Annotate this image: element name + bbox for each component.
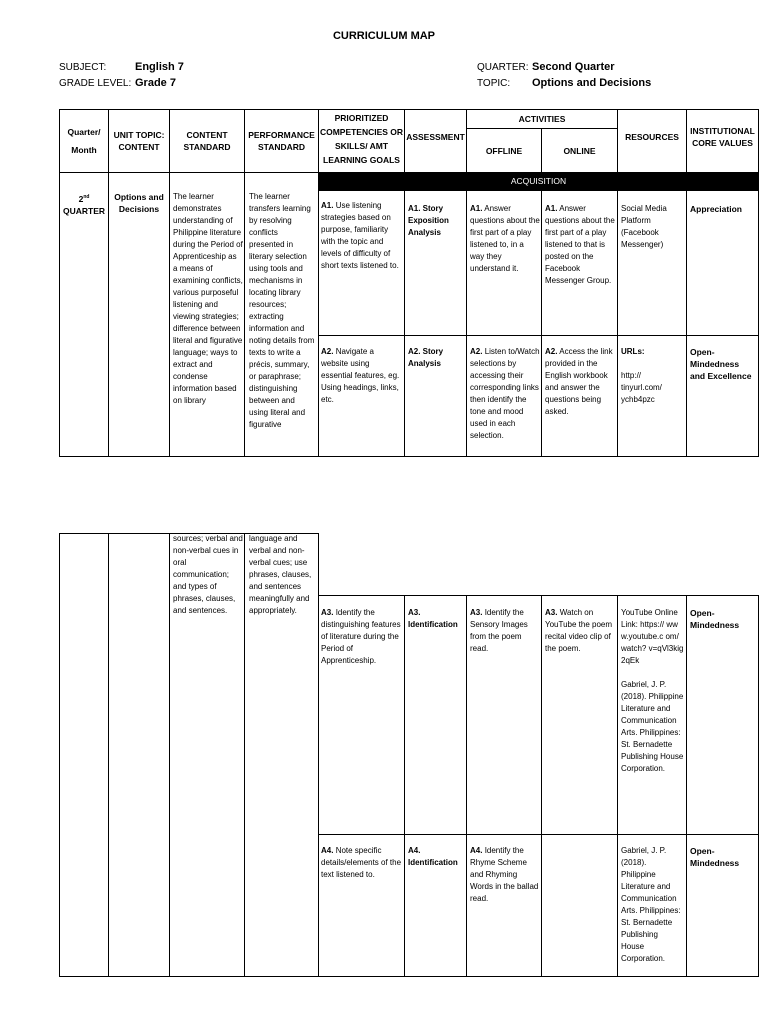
core-values-a2: Open-Mindedness and Excellence [690, 347, 752, 381]
header-unit-topic: UNIT TOPIC: CONTENT [113, 130, 165, 152]
assessment-a3: A3. Identification [408, 608, 458, 629]
core-values-a1: Appreciation [690, 204, 742, 214]
quarter-ordinal: nd [83, 194, 90, 200]
offline-a4: A4. Identify the Rhyme Scheme and Rhyming Words in the ballad read. [470, 846, 539, 903]
performance-standard-text-2: language and verbal and non-verbal cues; use phrases, clauses, and sentences meaningfully and appropriately. [249, 534, 312, 615]
resources-a3: YouTube Online Link: https:// www.youtube.c om/watch? v=qVl3kig2qEk Gabriel, J. P. (2018). Philippine Literature and Communication Arts. Philippines: St. Bernadette Publishing House Corporation. [621, 608, 684, 773]
grade-label: GRADE LEVEL: [59, 78, 132, 89]
quarter-label: QUARTER: [477, 62, 529, 73]
header-offline: OFFLINE [485, 145, 523, 156]
header-assessment: ASSESSMENT [406, 132, 465, 142]
assessment-a1: A1. Story Exposition Analysis [408, 204, 449, 237]
resources-a4: Gabriel, J. P. (2018). Philippine Literature and Communication Arts. Philippines: St. Bernadette Publishing House Corporation. [621, 846, 681, 963]
unit-topic-cell: Options and Decisions [114, 192, 164, 214]
offline-a3: A3. Identify the Sensory Images from the poem read. [470, 608, 528, 653]
assessment-a2: A2. Story Analysis [408, 347, 444, 368]
header-performance-standard: PERFORMANCE STANDARD [248, 130, 315, 152]
header-online: ONLINE [563, 145, 596, 156]
offline-a2: A2. Listen to/Watch selections by accessing their corresponding links then identify the tone and mood used in each selection. [470, 347, 540, 440]
core-values-a3: Open-Mindedness [690, 608, 740, 630]
header-activities: ACTIVITIES [518, 114, 566, 124]
header-competencies: PRIORITIZED COMPETENCIES OR SKILLS/ AMT LEARNING GOALS [319, 113, 404, 165]
online-a2: A2. Access the link provided in the English workbook and answer the questions being asked. [545, 347, 613, 416]
header-core-values: INSTITUTIONAL CORE VALUES [690, 126, 755, 148]
quarter-value: Second Quarter [532, 61, 615, 73]
competency-a2: A2. Navigate a website using essential features, eg. Using headings, links, etc. [321, 347, 400, 404]
competency-a3: A3. Identify the distinguishing features of literature during the Period of Apprenticeship. [321, 608, 401, 665]
online-a3: A3. Watch on YouTube the poem recital video clip of the poem. [545, 608, 613, 653]
resources-a1: Social Media Platform (Facebook Messenger) [621, 204, 667, 249]
acquisition-banner: ACQUISITION [319, 172, 758, 191]
subject-value: English 7 [135, 61, 184, 73]
subject-label: SUBJECT: [59, 62, 107, 73]
offline-a1: A1. Answer questions about the first part of a play listened to, in a way they understand it. [470, 204, 540, 273]
competency-a1: A1. Use listening strategies based on purpose, familiarity with the topic and levels of difficulty of short texts listened to. [321, 201, 399, 270]
core-values-a4: Open-Mindedness [690, 846, 740, 868]
document-title: CURRICULUM MAP [332, 30, 436, 42]
online-a1: A1. Answer questions about the first part of a play listened to that is posted on the Facebook Messenger Group. [545, 204, 615, 285]
resources-a2: URLs: http:// tinyurl.com/ ychb4pzc [621, 347, 662, 404]
header-resources: RESOURCES [625, 132, 679, 142]
topic-value: Options and Decisions [532, 77, 652, 89]
assessment-a4: A4. Identification [408, 846, 458, 867]
grade-value: Grade 7 [135, 77, 176, 89]
quarter-cell [60, 191, 108, 217]
competency-a4: A4. Note specific details/elements of the text listened to. [321, 846, 402, 879]
performance-standard-text-1: The learner transfers learning by resolving conflicts presented in literary selection using tools and mechanisms in locating library resources; extracting information and noting details from texts to write a précis, summary, or paraphrase; distinguishing between and using literal and figurative [249, 192, 315, 429]
header-quarter-month: Quarter/ Month [67, 127, 101, 155]
quarter-number: 2 [78, 193, 84, 204]
header-content-standard: CONTENT STANDARD [183, 130, 231, 152]
content-standard-text-2: sources; verbal and non-verbal cues in oral communication; and types of phrases, clauses, and sentences. [173, 534, 243, 615]
quarter-word: QUARTER [62, 205, 106, 216]
topic-label: TOPIC: [477, 78, 511, 89]
content-standard-text-1: The learner demonstrates understanding of Philippine literature during the Period of Apprenticeship as a means of examining conflicts, various purposeful listening and viewing strategies; difference between literal and figurative language; ways to extract and condense information based on library [173, 192, 243, 405]
